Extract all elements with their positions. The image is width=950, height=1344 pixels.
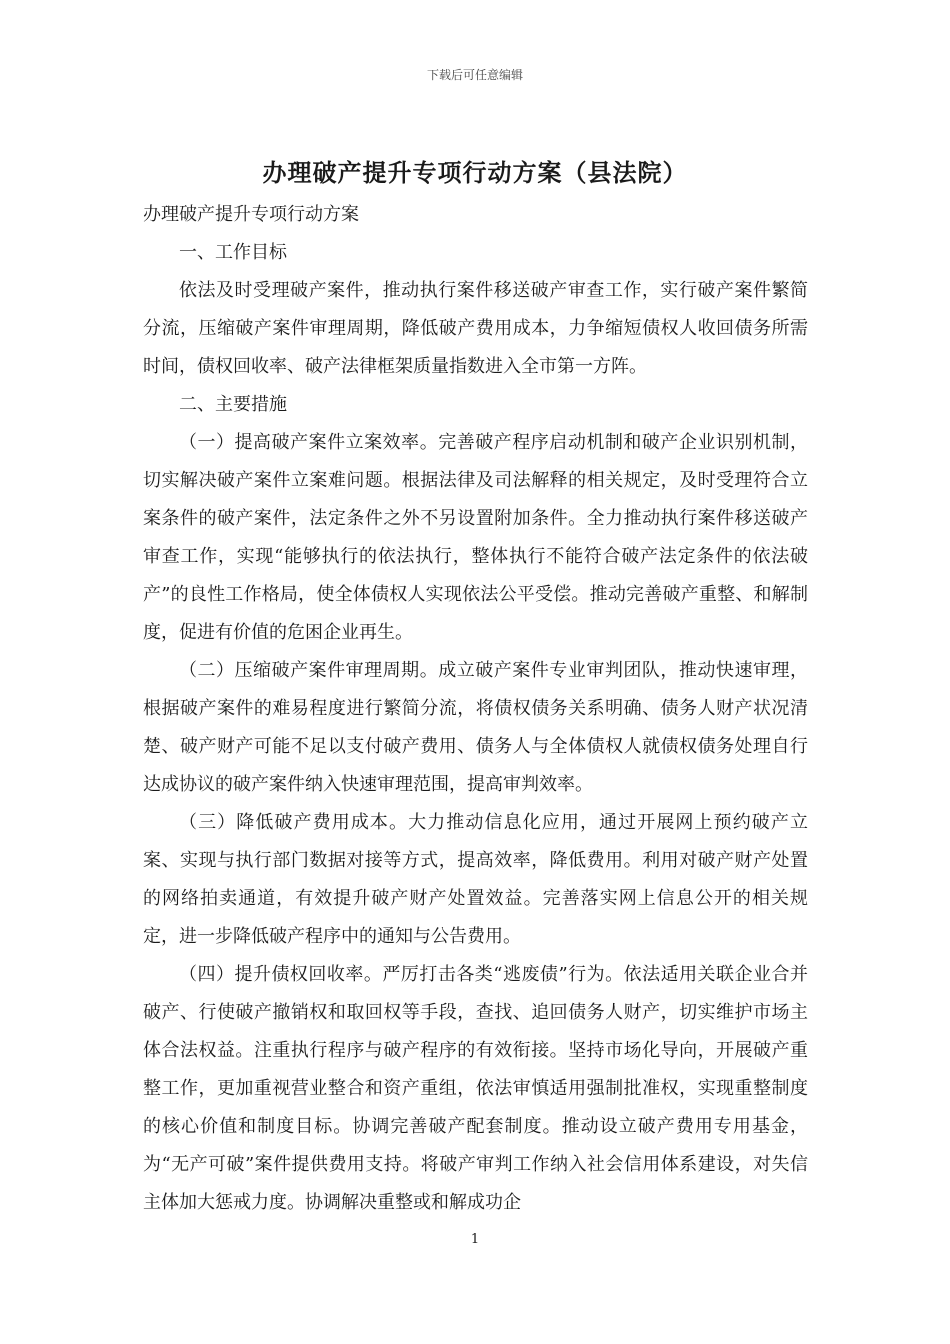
paragraph-goals: 依法及时受理破产案件，推动执行案件移送破产审查工作，实行破产案件繁简分流，压缩破产案件审理周期，降低破产费用成本，力争缩短债权人收回债务所需时间，债权回收率、破产法律框架质量指数进入全市第一方阵。 [143, 280, 808, 377]
paragraph-measure-4: （四）提升债权回收率。严厉打击各类“逃废债”行为。依法适用关联企业合并破产、行使破产撤销权和取回权等手段，查找、追回债务人财产，切实维护市场主体合法权益。注重执行程序与破产程序的有效衔接。坚持市场化导向，开展破产重整工作，更加重视营业整合和资产重组，依法审慎适用强制批准权，实现重整制度的核心价值和制度目标。协调完善破产配套制度。推动设立破产费用专用基金，为“无产可破”案件提供费用支持。将破产审判工作纳入社会信用体系建设，对失信主体加大惩戒力度。协调解决重整或和解成功企 [143, 964, 808, 1213]
subtitle: 办理破产提升专项行动方案 [143, 204, 359, 225]
paragraph-measure-2: （二）压缩破产案件审理周期。成立破产案件专业审判团队，推动快速审理，根据破产案件的难易程度进行繁简分流，将债权债务关系明确、债务人财产状况清楚、破产财产可能不足以支付破产费用、债务人与全体债权人就债权债务处理自行达成协议的破产案件纳入快速审理范围，提高审判效率。 [143, 660, 808, 795]
document-title: 办理破产提升专项行动方案（县法院） [262, 158, 688, 187]
section-heading-measures: 二、主要措施 [179, 394, 287, 415]
document-body [143, 196, 808, 1222]
section-heading-goals: 一、工作目标 [179, 242, 287, 263]
paragraph-measure-1: （一）提高破产案件立案效率。完善破产程序启动机制和破产企业识别机制，切实解决破产案件立案难问题。根据法律及司法解释的相关规定，及时受理符合立案条件的破产案件，法定条件之外不另设置附加条件。全力推动执行案件移送破产审查工作，实现“能够执行的依法执行，整体执行不能符合破产法定条件的依法破产”的良性工作格局，使全体债权人实现依法公平受偿。推动完善破产重整、和解制度，促进有价值的危困企业再生。 [143, 432, 808, 643]
header-note: 下载后可任意编辑 [426, 68, 523, 82]
paragraph-measure-3: （三）降低破产费用成本。大力推动信息化应用，通过开展网上预约破产立案、实现与执行部门数据对接等方式，提高效率，降低费用。利用对破产财产处置的网络拍卖通道，有效提升破产财产处置效益。完善落实网上信息公开的相关规定，进一步降低破产程序中的通知与公告费用。 [143, 812, 808, 947]
page-number: 1 [470, 1232, 480, 1247]
